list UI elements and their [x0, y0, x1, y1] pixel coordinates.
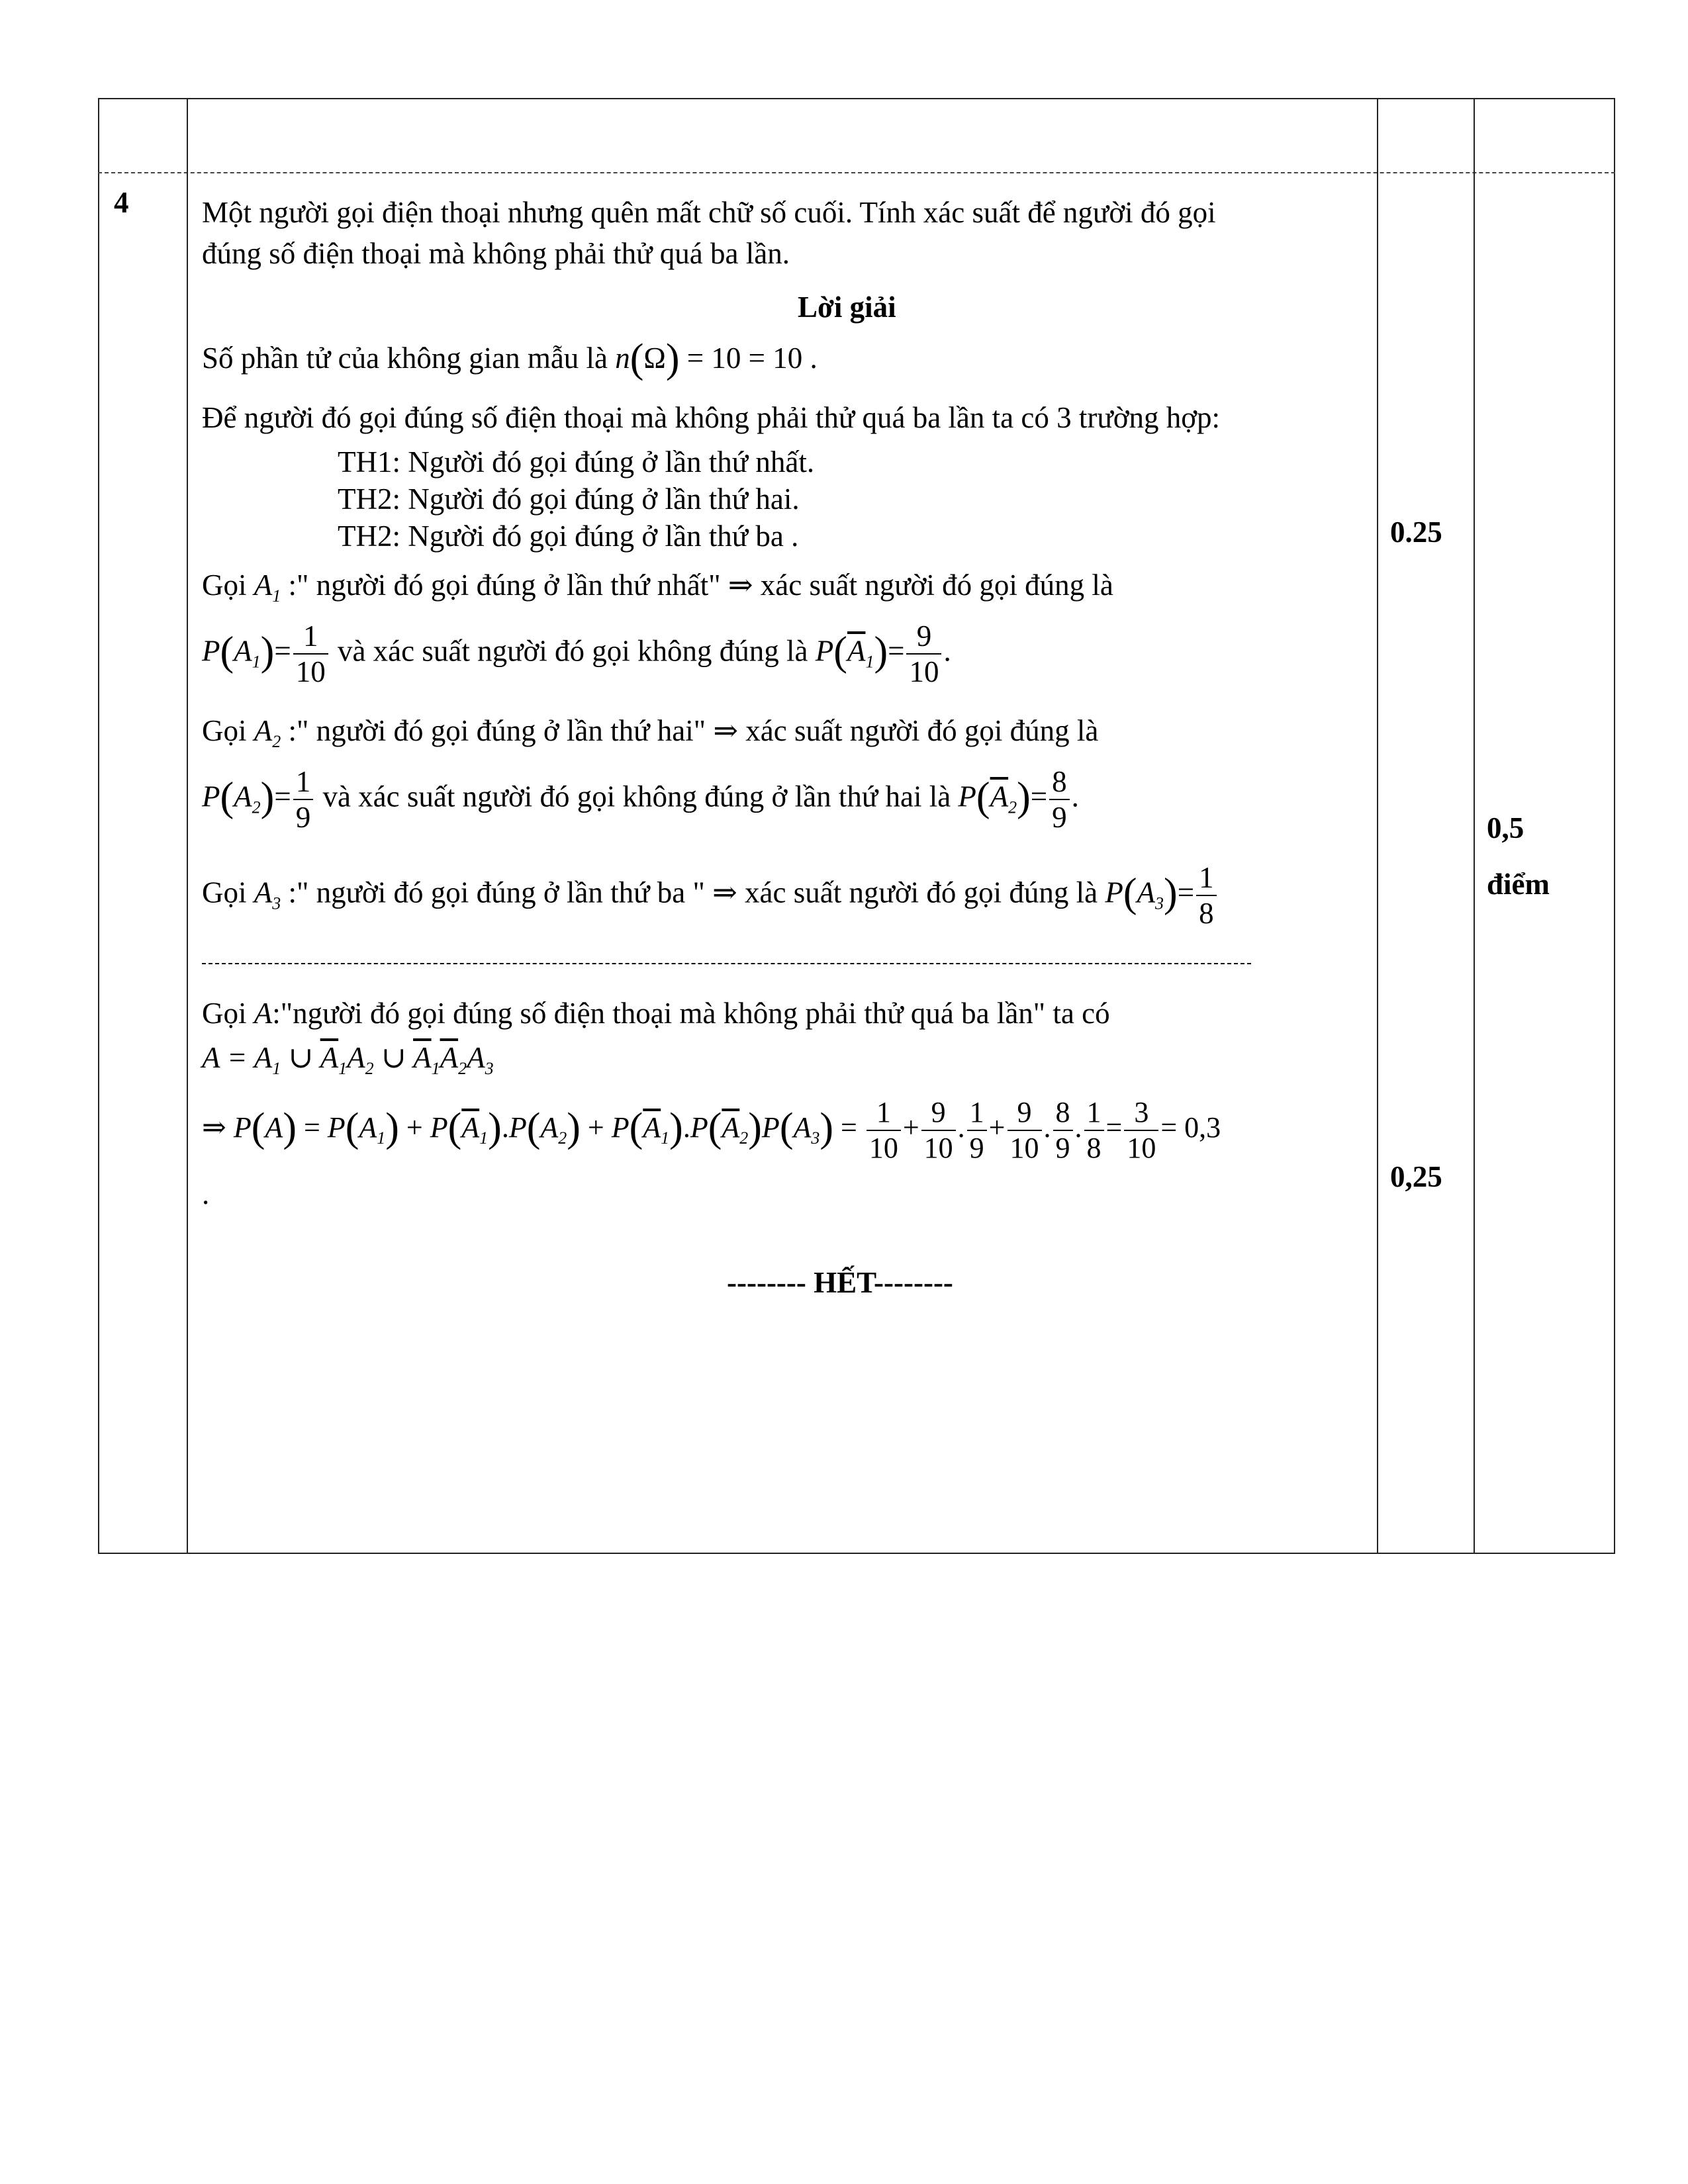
- column-divider-number: [187, 98, 188, 1554]
- union-formula: $A = A_1$ ∪ $\overline{A}_1A_2$ ∪ $\overline{A}_1\overline{A}_2A_3$: [202, 1041, 494, 1078]
- event-symbol: A: [254, 876, 273, 909]
- goi-label: Gọi: [202, 876, 247, 909]
- case-3: TH2: Người đó gọi đúng ở lần thứ ba .: [338, 520, 799, 553]
- final-result: = 0,3: [1160, 1111, 1221, 1144]
- solution-title: Lời giải: [798, 291, 896, 324]
- event-a1-wrong-text: và xác suất người đó gọi không đúng là: [337, 634, 808, 668]
- fraction-1-8: $\frac{1}{8}$: [1196, 860, 1217, 931]
- event-complement: $\overline{A}$: [990, 780, 1009, 813]
- goi-label: Gọi: [202, 714, 247, 747]
- question-number: 4: [114, 186, 129, 219]
- event-a1-line: Gọi $A_1$ :" người đó gọi đúng ở lần thứ nhất" ⇒ xác suất người đó gọi đúng là: [202, 569, 1113, 606]
- omega-symbol: Ω: [643, 341, 666, 375]
- fraction-9-10: $\frac{9}{10}$: [906, 619, 941, 689]
- sample-space-line: Số phần tử của không gian mẫu là n(Ω) = 10 = 10 .: [202, 336, 818, 381]
- end-mark: -------- HẾT--------: [727, 1266, 953, 1299]
- table-left-border: [98, 98, 99, 1554]
- column-divider-score: [1474, 98, 1475, 1554]
- column-divider-content: [1377, 98, 1378, 1554]
- p-symbol: P: [202, 634, 220, 668]
- event-symbol: A: [254, 714, 273, 747]
- sample-space-n: n: [615, 341, 630, 375]
- event-a2-line: Gọi $A_2$ :" người đó gọi đúng ở lần thứ hai" ⇒ xác suất người đó gọi đúng là: [202, 714, 1099, 751]
- event-symbol: A: [234, 780, 252, 813]
- sample-space-value: = 10 = 10 .: [686, 341, 818, 375]
- case-2: TH2: Người đó gọi đúng ở lần thứ hai.: [338, 482, 800, 516]
- event-a3-line: Gọi $A_3$ :" người đó gọi đúng ở lần thứ ba " ⇒ xác suất người đó gọi đúng là $P(A_3)=$ $\frac{1}{8}$: [202, 860, 1219, 931]
- goi-label: Gọi: [202, 997, 247, 1030]
- event-symbol: A: [254, 997, 273, 1030]
- cases-intro: Để người đó gọi đúng số điện thoại mà không phải thử quá ba lần ta có 3 trường hợp:: [202, 401, 1221, 434]
- table-right-border: [1614, 98, 1615, 1554]
- event-symbol: A: [234, 634, 252, 668]
- p-symbol: P: [815, 634, 834, 668]
- event-a2-text: :" người đó gọi đúng ở lần thứ hai" ⇒ xác suất người đó gọi đúng là: [288, 714, 1099, 747]
- event-a2-wrong-text: và xác suất người đó gọi không đúng ở lần thứ hai là: [322, 780, 951, 813]
- event-complement: $\overline{A}$: [847, 634, 866, 668]
- fraction-1-10: $\frac{1}{10}$: [293, 619, 328, 689]
- goi-label: Gọi: [202, 569, 247, 602]
- event-a-text: :"người đó gọi đúng số điện thoại mà không phải thử quá ba lần" ta có: [272, 997, 1110, 1030]
- score-total: 0,5: [1487, 811, 1524, 844]
- final-probability-formula: ⇒ $P(A) = P(A_1) + P(\overline{A}_1).P(A_2) + P(\overline{A}_1).P(\overline{A}_2)P(A_3)$ = $\frac{1}{10}$ + $\frac{9}{10}$ . $\frac{1}{9}$ + $\frac{9}{10}$ . $\frac{8}{9}$ . $\frac{1}{8}$ = $\frac{3}{10}$ = 0,3: [202, 1096, 1221, 1164]
- table-bottom-border: [98, 1553, 1615, 1554]
- event-symbol: A: [1137, 876, 1156, 909]
- event-symbol: A: [254, 569, 273, 602]
- p-symbol: P: [202, 780, 220, 813]
- case-1: TH1: Người đó gọi đúng ở lần thứ nhất.: [338, 445, 815, 478]
- score-2: 0,25: [1390, 1160, 1442, 1193]
- event-a3-text: :" người đó gọi đúng ở lần thứ ba " ⇒ xác suất người đó gọi đúng là: [288, 876, 1098, 909]
- event-a1-prob-line: $P(A_1)=$ $\frac{1}{10}$ và xác suất người đó gọi không đúng là $P(\overline{A}_1)=$ $\frac{9}{10}$ .: [202, 619, 951, 688]
- p-symbol: P: [958, 780, 976, 813]
- problem-line-2: đúng số điện thoại mà không phải thử quá ba lần.: [202, 237, 790, 270]
- event-a-line: [202, 996, 1110, 1030]
- score-total-unit: điểm: [1487, 868, 1550, 901]
- fraction-8-9: $\frac{8}{9}$: [1049, 764, 1070, 835]
- event-a2-prob-line: $P(A_2)=$ $\frac{1}{9}$ và xác suất người đó gọi không đúng ở lần thứ hai là $P(\overline{A}_2)=$ $\frac{8}{9}$ .: [202, 765, 1079, 834]
- separator-dashes: [202, 963, 1251, 964]
- problem-line-1: Một người gọi điện thoại nhưng quên mất chữ số cuối. Tính xác suất để người đó gọi: [202, 196, 1216, 229]
- table-top-border: [98, 98, 1615, 99]
- score-1: 0.25: [1390, 516, 1442, 549]
- trailing-period: .: [202, 1177, 210, 1210]
- p-symbol: P: [1105, 876, 1123, 909]
- row-divider: [98, 172, 1615, 173]
- event-a1-text: :" người đó gọi đúng ở lần thứ nhất" ⇒ xác suất người đó gọi đúng là: [288, 569, 1113, 602]
- fraction-1-9: $\frac{1}{9}$: [293, 764, 314, 835]
- sample-space-text: Số phần tử của không gian mẫu là: [202, 341, 608, 375]
